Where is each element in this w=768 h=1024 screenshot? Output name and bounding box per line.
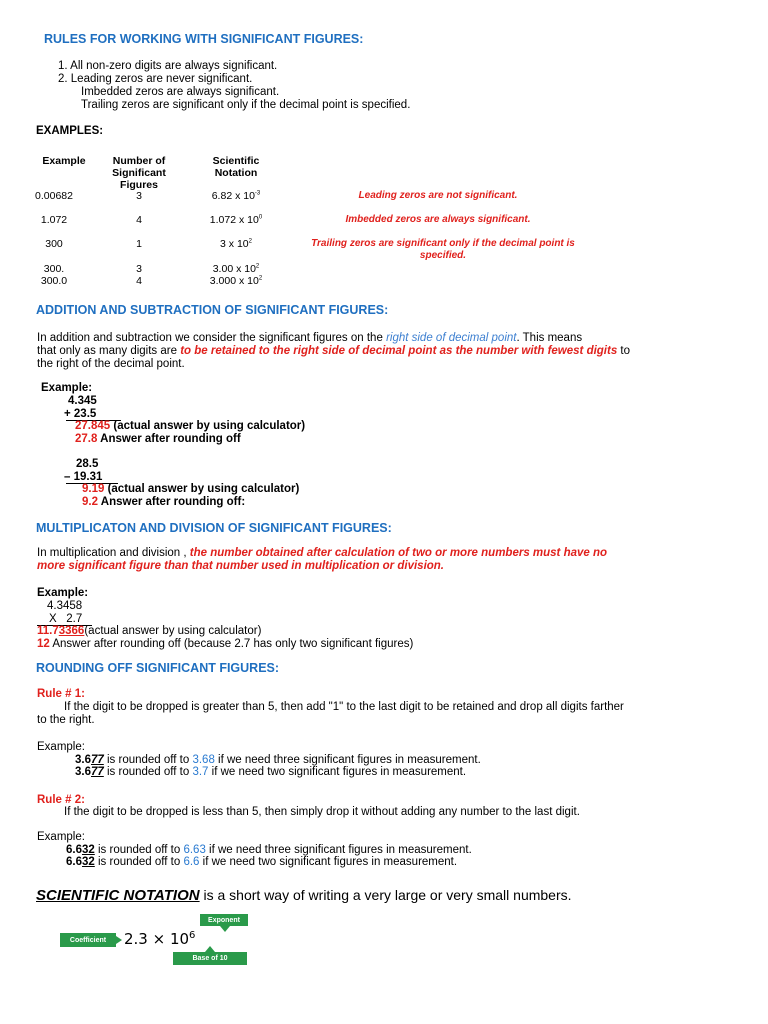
table-note: Imbedded zeros are always significant.	[345, 214, 531, 225]
sci-base: 3.000 x 10	[209, 275, 259, 287]
rule1-text: If the digit to be dropped is greater than 5, then add "1" to the last digit to be retained and drop all digits farther	[64, 701, 624, 713]
text: is rounded off to	[103, 754, 193, 766]
example-label: Example:	[37, 741, 85, 753]
sci-base: 6.82 x 10	[211, 190, 255, 202]
text: is rounded off to	[94, 844, 184, 856]
sci-exp: 0	[258, 214, 263, 221]
text: is rounded off to	[94, 856, 184, 868]
table-cell: 3	[136, 263, 142, 275]
rule1-text-cont: to the right.	[37, 714, 95, 726]
round-text: Answer after rounding off:	[98, 496, 246, 508]
sci-expression	[124, 930, 195, 948]
sci-exp: -3	[254, 190, 261, 197]
text: is rounded off to	[103, 766, 193, 778]
num-dropped: 32	[82, 856, 95, 868]
text: that only as many digits are	[37, 345, 181, 357]
calc-result	[82, 483, 299, 496]
table-cell	[200, 275, 272, 287]
sci-title: SCIENTIFIC NOTATION	[36, 887, 200, 904]
highlight: right side of decimal point	[386, 332, 517, 344]
round-result	[37, 638, 413, 651]
operand-a: 28.5	[76, 458, 99, 470]
table-cell: 300	[45, 238, 63, 250]
text: to	[617, 345, 631, 357]
sci-base: 1.072 x 10	[209, 214, 259, 226]
table-note: Leading zeros are not significant.	[358, 190, 518, 201]
calc-result	[75, 420, 305, 433]
table-header-sci: Scientific Notation	[212, 155, 260, 179]
round-value: 12	[37, 638, 50, 650]
sci-base: 3 x 10	[220, 238, 249, 250]
expr-exp: 6	[189, 930, 196, 941]
sci-base: 3.00 x 10	[212, 263, 256, 275]
arrow-right-icon	[116, 936, 122, 944]
rule2-text: If the digit to be dropped is less than 5, then simply drop it without adding any number to the last digit.	[64, 806, 580, 818]
calc-text: (actual answer by using calculator)	[104, 483, 300, 495]
calc-text: (actual answer by using calculator)	[110, 420, 306, 432]
example-label: Example:	[41, 382, 93, 394]
rule-1: 1. All non-zero digits are always significant.	[58, 60, 278, 72]
sci-exp: 2	[255, 263, 260, 270]
calc-value: 9.19	[82, 483, 105, 495]
rule2-label: Rule # 2:	[37, 794, 85, 806]
num: 6.6	[66, 856, 82, 868]
rule-4: Trailing zeros are significant only if the decimal point is specified.	[81, 99, 411, 111]
round-value: 27.8	[75, 433, 98, 445]
calc-value-a: 11.7	[37, 625, 59, 637]
table-cell: 300.	[43, 263, 65, 275]
addsub-paragraph-line-1	[37, 332, 737, 345]
round-value: 9.2	[82, 496, 98, 508]
num-dropped: 77	[91, 766, 104, 778]
highlight: the number obtained after calculation of two or more numbers must have no	[186, 547, 608, 559]
result: 6.6	[183, 856, 200, 868]
addsub-heading: ADDITION AND SUBTRACTION OF SIGNIFICANT FIGURES:	[36, 303, 389, 317]
table-cell: 3	[136, 190, 142, 202]
expr-base: 2.3 × 10	[124, 930, 190, 948]
rounding-example	[66, 856, 457, 869]
text: if we need three significant figures in measurement.	[205, 844, 472, 856]
table-cell	[200, 238, 272, 250]
round-result	[82, 496, 245, 509]
page-title: RULES FOR WORKING WITH SIGNIFICANT FIGURES:	[44, 32, 364, 46]
round-text: Answer after rounding off	[97, 433, 241, 445]
rounding-example	[75, 766, 466, 779]
operand-a: 4.3458	[47, 600, 83, 612]
table-cell: 1	[136, 238, 142, 250]
operand-a: 4.345	[68, 395, 97, 407]
operand-b: + 23.5	[64, 408, 97, 420]
num: 6.6	[66, 844, 82, 856]
result: 6.63	[183, 844, 206, 856]
text: if we need three significant figures in measurement.	[214, 754, 481, 766]
examples-heading: EXAMPLES:	[36, 125, 104, 137]
result: 3.7	[192, 766, 209, 778]
calc-value-b: 3366	[58, 625, 85, 637]
sci-notation-sentence	[36, 887, 572, 904]
addsub-paragraph-line-3: the right of the decimal point.	[37, 358, 185, 370]
table-note: Trailing zeros are significant only if the decimal point is specified.	[311, 238, 575, 261]
muldiv-paragraph-line-1	[37, 547, 747, 560]
sci-exp: 2	[248, 238, 252, 245]
table-cell	[200, 214, 272, 226]
example-label: Example:	[37, 831, 85, 843]
example-label: Example:	[37, 587, 89, 599]
table-cell: 1.072	[40, 214, 68, 226]
rule-3: Imbedded zeros are always significant.	[81, 86, 280, 98]
highlight: to be retained to the right side of decimal point as the number with fewest digits	[180, 345, 618, 357]
coefficient-box: Coefficient	[60, 933, 116, 947]
addsub-paragraph-line-2	[37, 345, 747, 358]
calc-value: 27.845	[75, 420, 111, 432]
text: . This means	[516, 332, 583, 344]
exponent-box: Exponent	[200, 914, 248, 926]
num-dropped: 32	[82, 844, 95, 856]
round-text: Answer after rounding off (because 2.7 has only two significant figures)	[49, 638, 414, 650]
arrow-down-icon	[220, 926, 230, 932]
muldiv-paragraph-line-2: more significant figure than that number used in multiplication or division.	[37, 560, 445, 572]
calc-text: (actual answer by using calculator)	[84, 625, 262, 637]
muldiv-heading: MULTIPLICATON AND DIVISION OF SIGNIFICANT FIGURES:	[36, 521, 392, 535]
text: In addition and subtraction we consider the significant figures on the	[37, 332, 387, 344]
sci-text: is a short way of writing a very large or very small numbers.	[199, 887, 572, 903]
table-cell: 300.0	[40, 275, 68, 287]
calc-result	[37, 625, 261, 638]
table-cell: 4	[136, 275, 142, 287]
table-cell: 4	[136, 214, 142, 226]
sci-exp: 2	[258, 275, 263, 282]
text: In multiplication and division ,	[37, 547, 187, 559]
text: if we need two significant figures in measurement.	[199, 856, 458, 868]
base-box: Base of 10	[173, 952, 247, 965]
table-header-count: Number of Significant Figures	[112, 155, 166, 191]
operand-b: – 19.31	[64, 471, 103, 483]
round-result	[75, 433, 241, 446]
result: 3.68	[192, 754, 215, 766]
table-cell	[200, 263, 272, 275]
num-dropped: 77	[91, 754, 104, 766]
table-header-example: Example	[42, 155, 86, 167]
table-cell	[200, 190, 272, 202]
text: if we need two significant figures in measurement.	[208, 766, 467, 778]
rounding-heading: ROUNDING OFF SIGNIFICANT FIGURES:	[36, 661, 280, 675]
rule1-label: Rule # 1:	[37, 688, 85, 700]
num: 3.6	[75, 754, 91, 766]
table-cell: 0.00682	[35, 190, 73, 202]
num: 3.6	[75, 766, 91, 778]
operand-b: X 2.7	[49, 613, 83, 625]
rule-2: 2. Leading zeros are never significant.	[58, 73, 253, 85]
